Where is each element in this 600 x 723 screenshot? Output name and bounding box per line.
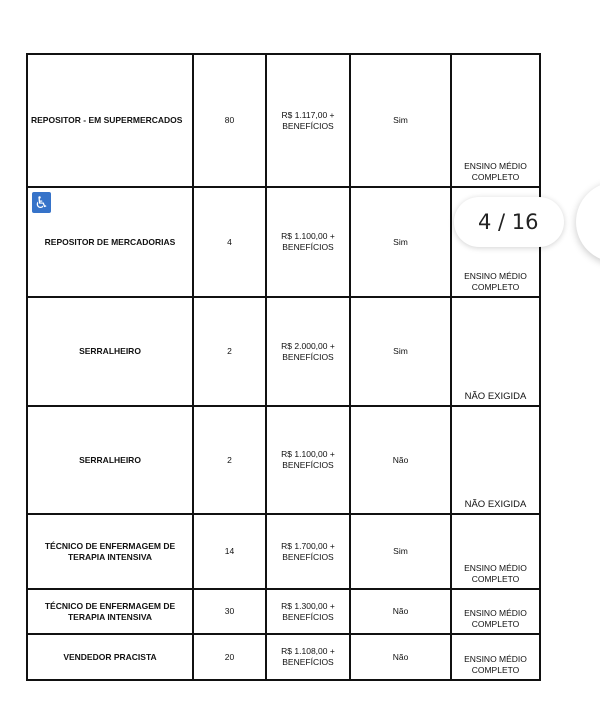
salary-cell [266, 187, 350, 297]
condition-cell: Sim [350, 297, 451, 406]
job-title-cell [27, 406, 193, 514]
education-text: ENSINO MÉDIO COMPLETO [464, 654, 527, 675]
education-text: ENSINO MÉDIO COMPLETO [464, 608, 527, 629]
openings-count: 2 [193, 297, 266, 406]
education-cell [451, 297, 540, 406]
job-title-cell [27, 589, 193, 634]
condition-cell: Não [350, 589, 451, 634]
salary-cell [266, 54, 350, 187]
table-row [27, 589, 540, 634]
salary-cell [266, 514, 350, 589]
openings-count: 20 [193, 634, 266, 680]
condition-cell: Não [350, 634, 451, 680]
condition-cell: Sim [350, 514, 451, 589]
job-title: VENDEDOR PRACISTA [63, 651, 157, 662]
job-openings-table [26, 53, 541, 681]
salary-text: R$ 1.100,00 + BENEFÍCIOS [281, 449, 335, 470]
wheelchair-icon: ♿ [32, 192, 51, 213]
salary-text: R$ 1.108,00 + BENEFÍCIOS [281, 646, 335, 667]
job-title-cell [27, 514, 193, 589]
salary-cell [266, 406, 350, 514]
education-text: NÃO EXIGIDA [464, 499, 527, 510]
table-row [27, 297, 540, 406]
openings-count: 14 [193, 514, 266, 589]
page-indicator: 4 / 16 [454, 197, 564, 247]
salary-cell [266, 297, 350, 406]
education-cell [451, 54, 540, 187]
table-row [27, 634, 540, 680]
salary-cell [266, 589, 350, 634]
salary-text: R$ 2.000,00 + BENEFÍCIOS [281, 340, 335, 362]
salary-text: R$ 1.300,00 + BENEFÍCIOS [281, 600, 335, 622]
job-title: TÉCNICO DE ENFERMAGEM DE TERAPIA INTENSIVA [44, 600, 176, 622]
education-cell [451, 634, 540, 680]
salary-cell [266, 634, 350, 680]
salary-text: R$ 1.700,00 + BENEFÍCIOS [281, 540, 335, 562]
education-cell [451, 589, 540, 634]
job-title-cell [27, 187, 193, 297]
job-title: SERRALHEIRO [79, 346, 141, 356]
condition-cell: Sim [350, 54, 451, 187]
education-text: ENSINO MÉDIO COMPLETO [464, 563, 527, 584]
education-cell [451, 514, 540, 589]
openings-count: 30 [193, 589, 266, 634]
education-cell [451, 406, 540, 514]
openings-count: 4 [193, 187, 266, 297]
job-title: SERRALHEIRO [79, 454, 141, 465]
job-title: TÉCNICO DE ENFERMAGEM DE TERAPIA INTENSIVA [44, 540, 176, 562]
job-title: REPOSITOR DE MERCADORIAS [44, 236, 176, 247]
salary-text: R$ 1.100,00 + BENEFÍCIOS [281, 231, 335, 252]
job-title-cell [27, 54, 193, 187]
condition-cell: Não [350, 406, 451, 514]
table-row [27, 54, 540, 187]
openings-count: 2 [193, 406, 266, 514]
table-row [27, 514, 540, 589]
job-title-cell [27, 634, 193, 680]
education-text: NÃO EXIGIDA [464, 391, 527, 402]
education-text: ENSINO MÉDIO COMPLETO [464, 161, 527, 182]
page-nav-handle[interactable] [576, 182, 600, 262]
openings-count: 80 [193, 54, 266, 187]
salary-text: R$ 1.117,00 + BENEFÍCIOS [281, 109, 335, 131]
condition-cell: Sim [350, 187, 451, 297]
education-text: ENSINO MÉDIO COMPLETO [464, 271, 527, 292]
job-title: REPOSITOR - EM SUPERMERCADOS [31, 115, 183, 125]
job-title-cell [27, 297, 193, 406]
table-row [27, 406, 540, 514]
